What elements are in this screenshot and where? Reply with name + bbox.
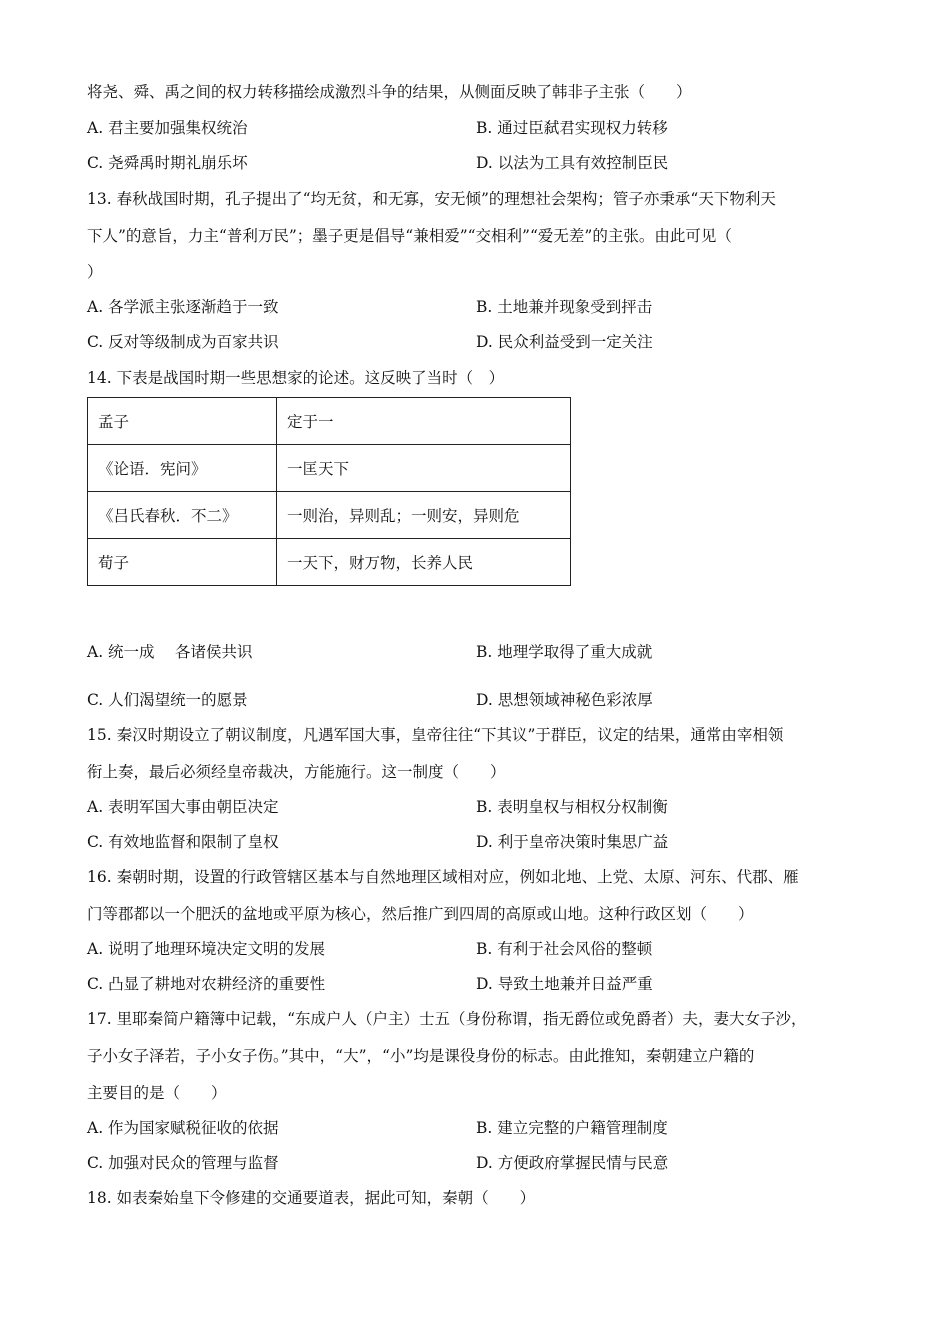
q16-stem-line2: 门等郡都以一个肥沃的盆地或平原为核心，然后推广到四周的高原或山地。这种行政区划（ ）: [87, 905, 754, 923]
table-cell-source: 《论语．宪问》: [88, 445, 277, 492]
q16-option-a: A. 说明了地理环境决定文明的发展: [87, 940, 326, 958]
q13-stem-line3: ）: [87, 263, 103, 281]
q13-stem-line2: 下人”的意旨，力主“普利万民”；墨子更是倡导“兼相爱”“交相利”“爱无差”的主张。由此可见（: [87, 227, 732, 245]
q12-stem: 将尧、舜、禹之间的权力转移描绘成激烈斗争的结果，从侧面反映了韩非子主张（ ）: [87, 83, 692, 101]
q13-stem-line1: 13. 春秋战国时期，孔子提出了“均无贫，和无寡，安无倾”的理想社会架构；管子亦秉承“天下物利天: [87, 190, 776, 208]
q16-option-d: D. 导致土地兼并日益严重: [476, 975, 653, 993]
q15-option-d: D. 利于皇帝决策时集思广益: [476, 833, 669, 851]
q12-option-b: B. 通过臣弑君实现权力转移: [476, 119, 668, 137]
q17-stem-line3: 主要目的是（ ）: [87, 1084, 227, 1102]
q14-table: [87, 397, 571, 586]
table-row: [88, 445, 571, 492]
q14-option-a: A. 统一成 各诸侯共识: [87, 643, 253, 661]
q17-option-d: D. 方便政府掌握民情与民意: [476, 1154, 669, 1172]
q14-option-b: B. 地理学取得了重大成就: [476, 643, 653, 661]
q15-stem-line2: 衔上奏，最后必须经皇帝裁决，方能施行。这一制度（ ）: [87, 763, 506, 781]
q12-option-c: C. 尧舜禹时期礼崩乐坏: [87, 154, 248, 172]
q16-stem-line1: 16. 秦朝时期，设置的行政管辖区基本与自然地理区域相对应，例如北地、上党、太原、河东、代郡、雁: [87, 868, 799, 886]
q15-stem-line1: 15. 秦汉时期设立了朝议制度，凡遇军国大事，皇帝往往“下其议”于群臣，议定的结果，通常由宰相领: [87, 726, 784, 744]
q15-option-b: B. 表明皇权与相权分权制衡: [476, 798, 668, 816]
q18-stem: 18. 如表秦始皇下令修建的交通要道表，据此可知，秦朝（ ）: [87, 1189, 536, 1207]
table-cell-source: 荀子: [88, 539, 277, 586]
q15-option-a: A. 表明军国大事由朝臣决定: [87, 798, 279, 816]
q13-option-b: B. 土地兼并现象受到抨击: [476, 298, 653, 316]
table-row: [88, 492, 571, 539]
q17-option-a: A. 作为国家赋税征收的依据: [87, 1119, 279, 1137]
q12-option-d: D. 以法为工具有效控制臣民: [476, 154, 669, 172]
table-cell-quote: 一天下，财万物，长养人民: [277, 539, 571, 586]
q13-option-c: C. 反对等级制成为百家共识: [87, 333, 279, 351]
table-cell-quote: 一匡天下: [277, 445, 571, 492]
q12-option-a: A. 君主要加强集权统治: [87, 119, 248, 137]
q14-option-c: C. 人们渴望统一的愿景: [87, 691, 248, 709]
q13-option-a: A. 各学派主张逐渐趋于一致: [87, 298, 279, 316]
q17-option-c: C. 加强对民众的管理与监督: [87, 1154, 279, 1172]
q17-stem-line2: 子小女子泽若，子小女子伤。”其中，“大”，“小”均是课役身份的标志。由此推知，秦朝建立户籍的: [87, 1047, 755, 1065]
q16-option-b: B. 有利于社会风俗的整顿: [476, 940, 653, 958]
q17-stem-line1: 17. 里耶秦简户籍簿中记载，“东成户人（户主）士五（身份称谓，指无爵位或免爵者）夫，妻大女子沙，: [87, 1010, 807, 1028]
table-cell-source: 孟子: [88, 398, 277, 445]
q15-option-c: C. 有效地监督和限制了皇权: [87, 833, 279, 851]
q17-option-b: B. 建立完整的户籍管理制度: [476, 1119, 668, 1137]
q16-option-c: C. 凸显了耕地对农耕经济的重要性: [87, 975, 326, 993]
q14-stem: 14. 下表是战国时期一些思想家的论述。这反映了当时（ ）: [87, 369, 505, 387]
table-cell-quote: 一则治，异则乱；一则安，异则危: [277, 492, 571, 539]
table-cell-quote: 定于一: [277, 398, 571, 445]
table-row: [88, 539, 571, 586]
table-cell-source: 《吕氏春秋．不二》: [88, 492, 277, 539]
q14-option-d: D. 思想领域神秘色彩浓厚: [476, 691, 653, 709]
table-row: [88, 398, 571, 445]
q13-option-d: D. 民众利益受到一定关注: [476, 333, 653, 351]
